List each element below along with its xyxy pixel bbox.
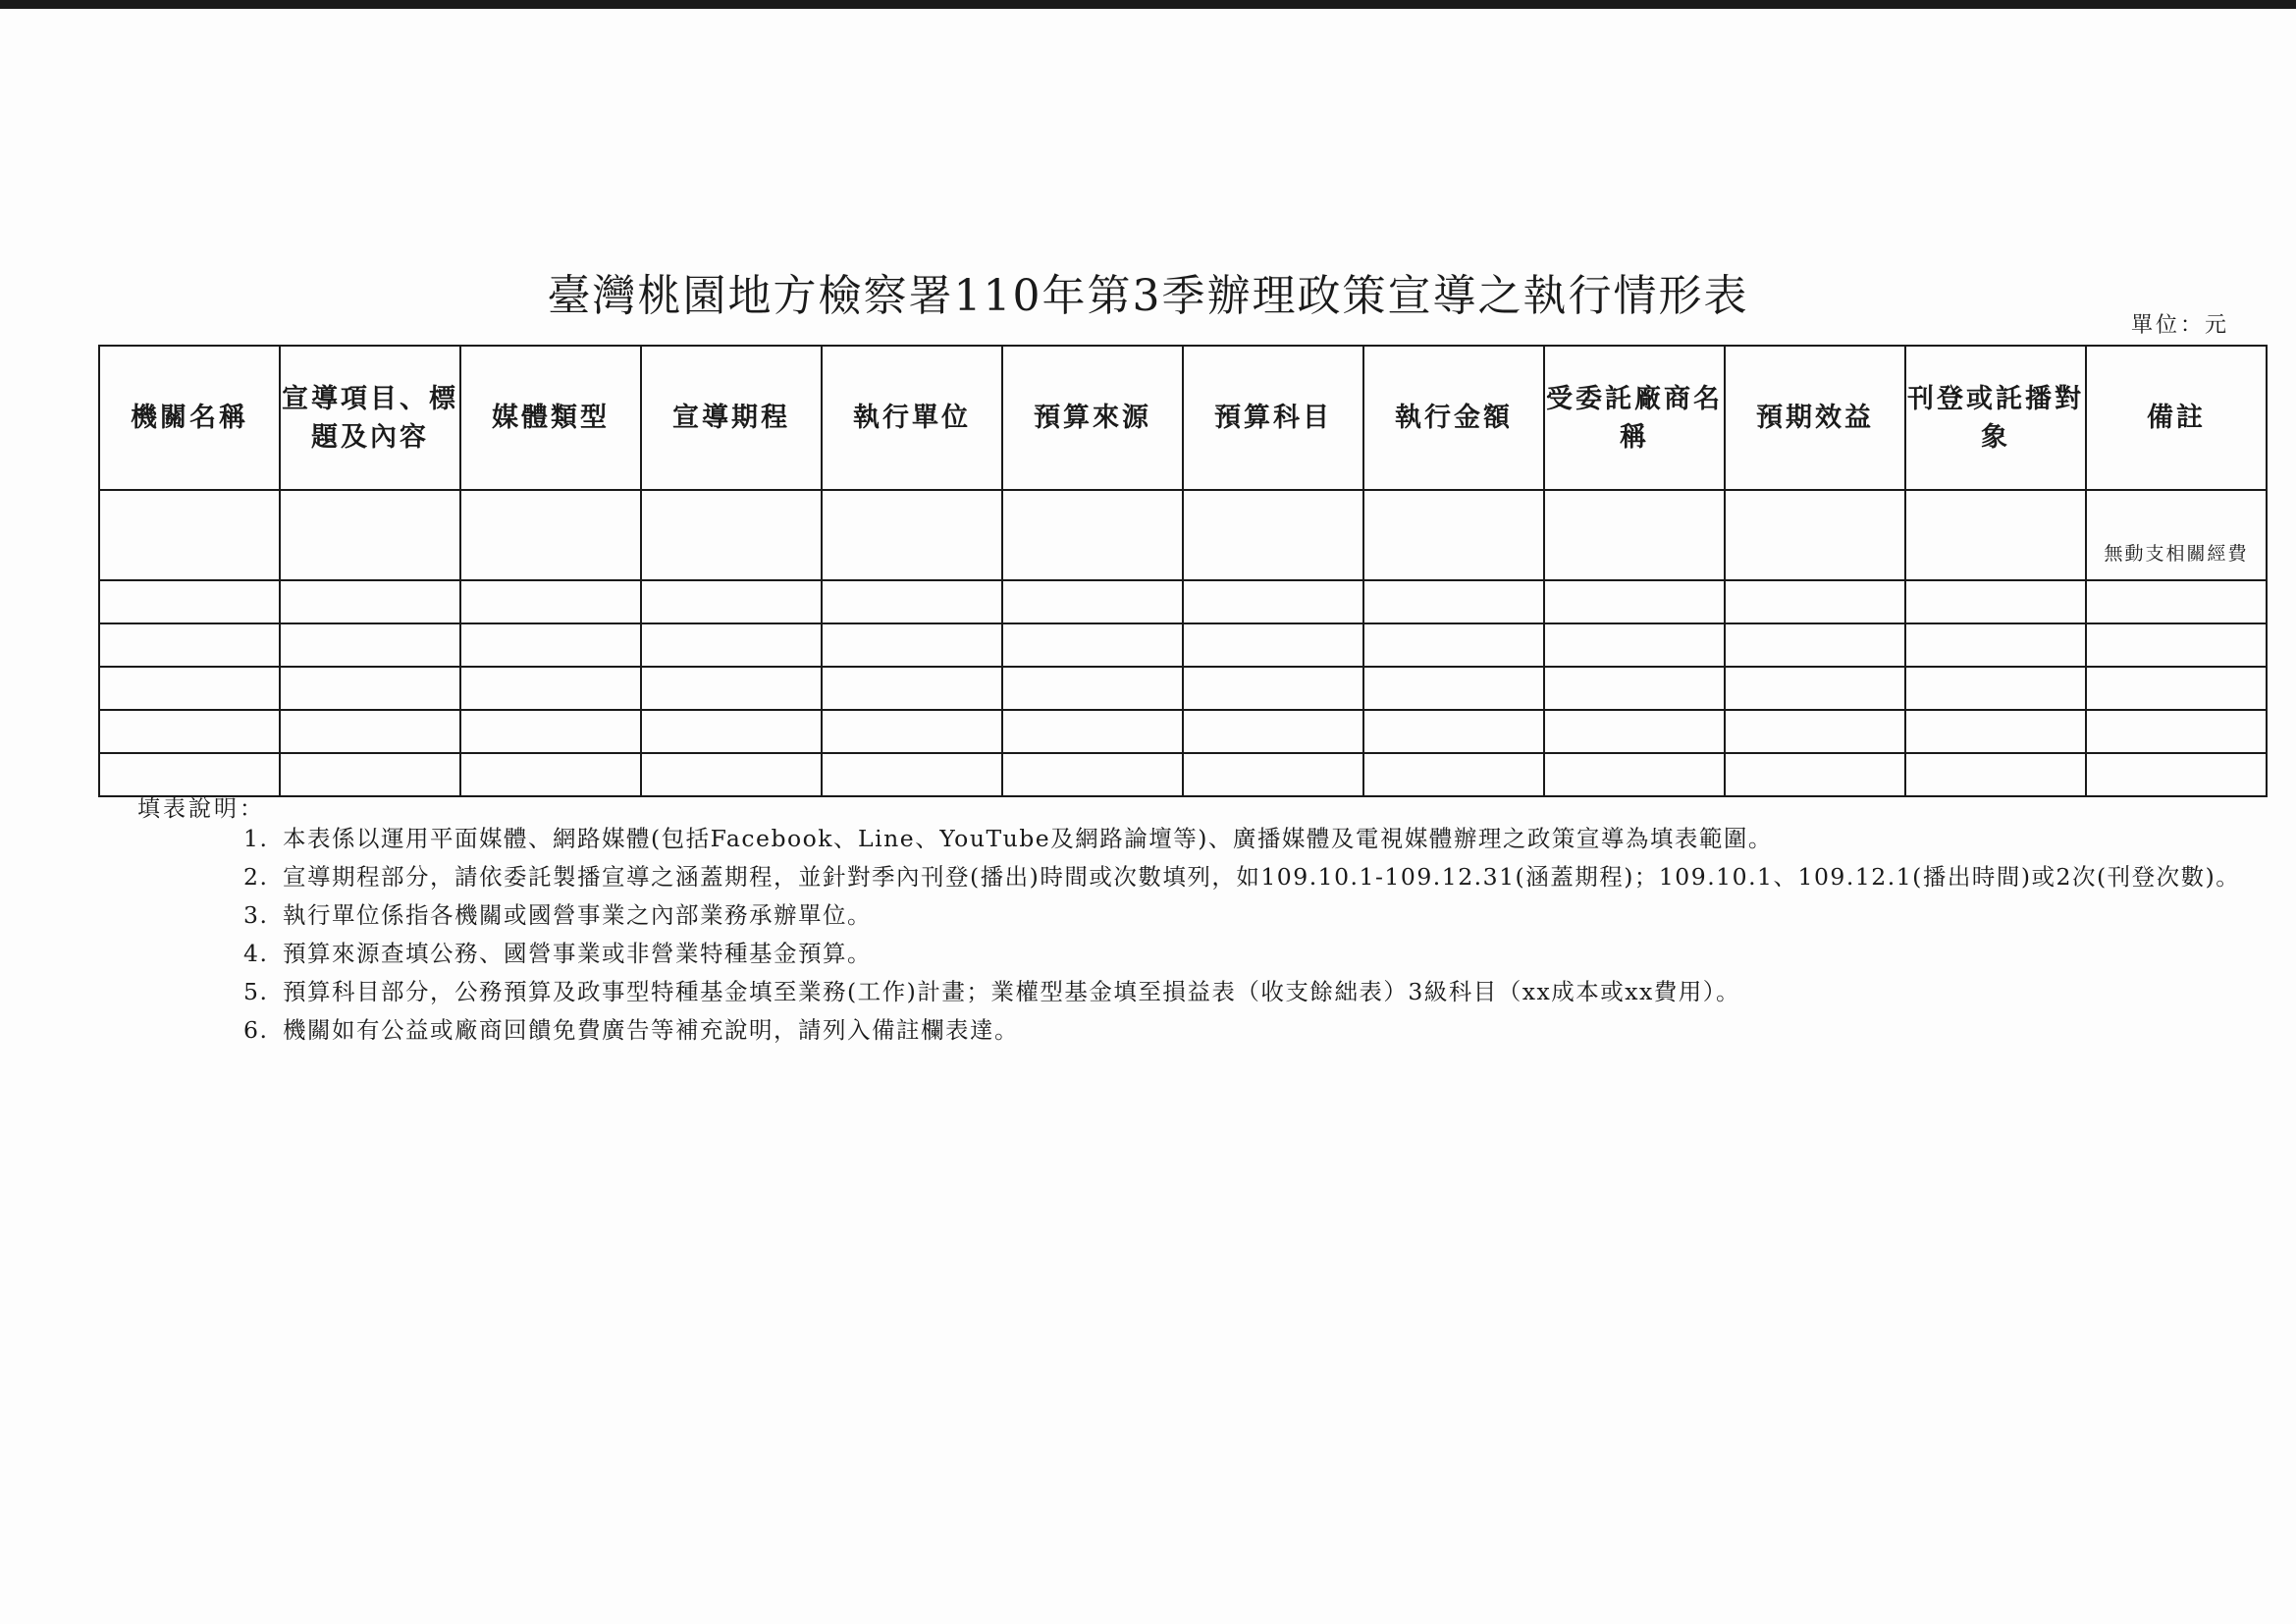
table-cell bbox=[1544, 490, 1725, 580]
table-cell bbox=[460, 623, 641, 667]
table-cell bbox=[1544, 710, 1725, 753]
table-cell bbox=[1002, 710, 1183, 753]
unit-label: 單位：元 bbox=[2130, 313, 2229, 338]
table-cell bbox=[822, 580, 1002, 623]
table-cell bbox=[1544, 753, 1725, 796]
table-cell bbox=[1002, 580, 1183, 623]
remarks-cell: 無動支相關經費 bbox=[2086, 490, 2267, 580]
note-item bbox=[243, 1012, 2266, 1048]
table-cell bbox=[641, 753, 822, 796]
header-execution-amount: 執行金額 bbox=[1363, 346, 1544, 490]
table-row bbox=[99, 623, 2267, 667]
table-cell bbox=[1363, 753, 1544, 796]
table-row bbox=[99, 753, 2267, 796]
table-cell bbox=[1002, 623, 1183, 667]
table-cell bbox=[1363, 623, 1544, 667]
table-cell bbox=[280, 710, 460, 753]
note-item bbox=[243, 859, 2266, 894]
table-cell bbox=[280, 490, 460, 580]
note-text: 本表係以運用平面媒體、網路媒體(包括Facebook、Line、YouTube及網路論壇等)、廣播媒體及電視媒體辦理之政策宣導為填表範圍。 bbox=[283, 825, 1773, 852]
note-item bbox=[243, 897, 2266, 933]
table-cell bbox=[822, 490, 1002, 580]
page-title: 臺灣桃園地方檢察署110年第3季辦理政策宣導之執行情形表 bbox=[547, 271, 1749, 322]
table-cell bbox=[1725, 710, 1905, 753]
table-row bbox=[99, 490, 2267, 580]
table-cell bbox=[460, 490, 641, 580]
table-cell bbox=[822, 753, 1002, 796]
header-expected-benefit: 預期效益 bbox=[1725, 346, 1905, 490]
note-number: 5. bbox=[243, 978, 269, 1005]
note-text: 預算科目部分，公務預算及政事型特種基金填至業務(工作)計畫；業權型基金填至損益表（收支餘絀表）3級科目（xx成本或xx費用）。 bbox=[283, 978, 1741, 1005]
table-cell bbox=[1725, 753, 1905, 796]
table-cell bbox=[1002, 490, 1183, 580]
note-item bbox=[243, 974, 2266, 1009]
table-cell bbox=[1905, 667, 2086, 710]
note-number: 2. bbox=[243, 863, 269, 891]
table-cell bbox=[1725, 667, 1905, 710]
table-cell bbox=[2086, 753, 2267, 796]
table-cell bbox=[1905, 580, 2086, 623]
table-cell bbox=[641, 623, 822, 667]
note-number: 6. bbox=[243, 1016, 269, 1044]
header-budget-source: 預算來源 bbox=[1002, 346, 1183, 490]
note-number: 3. bbox=[243, 901, 269, 929]
table-cell bbox=[1905, 623, 2086, 667]
table-cell bbox=[1002, 753, 1183, 796]
note-text: 預算來源查填公務、國營事業或非營業特種基金預算。 bbox=[283, 940, 872, 967]
table-cell bbox=[280, 667, 460, 710]
execution-table bbox=[98, 345, 2268, 797]
table-cell bbox=[1183, 623, 1363, 667]
table-cell bbox=[460, 667, 641, 710]
header-remarks: 備註 bbox=[2086, 346, 2267, 490]
table-cell bbox=[1544, 667, 1725, 710]
table-cell bbox=[641, 710, 822, 753]
header-campaign-items: 宣導項目、標題及內容 bbox=[280, 346, 460, 490]
note-item bbox=[243, 936, 2266, 971]
table-cell bbox=[99, 580, 280, 623]
notes-list bbox=[243, 821, 2266, 1051]
table-cell bbox=[1183, 580, 1363, 623]
table-cell bbox=[99, 667, 280, 710]
table-cell bbox=[2086, 667, 2267, 710]
table-cell bbox=[460, 580, 641, 623]
table-cell bbox=[1183, 490, 1363, 580]
page-top-border bbox=[0, 0, 2296, 9]
table-cell bbox=[1363, 667, 1544, 710]
header-budget-item: 預算科目 bbox=[1183, 346, 1363, 490]
table-cell bbox=[2086, 623, 2267, 667]
table-cell bbox=[1002, 667, 1183, 710]
header-contractor-name: 受委託廠商名稱 bbox=[1544, 346, 1725, 490]
table-cell bbox=[1183, 710, 1363, 753]
table-cell bbox=[2086, 580, 2267, 623]
table-cell bbox=[1725, 580, 1905, 623]
table-cell bbox=[99, 490, 280, 580]
table-cell bbox=[641, 667, 822, 710]
table-cell bbox=[280, 753, 460, 796]
table-row bbox=[99, 667, 2267, 710]
table-cell bbox=[1905, 490, 2086, 580]
table-header-row bbox=[99, 346, 2267, 490]
note-text: 執行單位係指各機關或國營事業之內部業務承辦單位。 bbox=[283, 901, 872, 929]
table-row bbox=[99, 710, 2267, 753]
table-cell bbox=[1363, 710, 1544, 753]
note-number: 1. bbox=[243, 825, 269, 852]
table-cell bbox=[1725, 490, 1905, 580]
table-row bbox=[99, 580, 2267, 623]
note-text: 宣導期程部分，請依委託製播宣導之涵蓋期程，並針對季內刊登(播出)時間或次數填列，如109.10.1-109.12.31(涵蓋期程)；109.10.1、109.12.1(播出時間)或2次(刊登次數)。 bbox=[283, 863, 2241, 891]
note-item bbox=[243, 821, 2266, 856]
table-cell bbox=[1905, 753, 2086, 796]
table-cell bbox=[460, 753, 641, 796]
table-cell bbox=[822, 623, 1002, 667]
table-cell bbox=[99, 623, 280, 667]
table-cell bbox=[280, 580, 460, 623]
table-cell bbox=[99, 710, 280, 753]
header-agency-name: 機關名稱 bbox=[99, 346, 280, 490]
table-cell bbox=[1183, 667, 1363, 710]
table-cell bbox=[1183, 753, 1363, 796]
table-cell bbox=[460, 710, 641, 753]
table-cell bbox=[641, 580, 822, 623]
table-cell bbox=[822, 667, 1002, 710]
table-cell bbox=[1363, 580, 1544, 623]
table-cell bbox=[1363, 490, 1544, 580]
table-cell bbox=[1544, 580, 1725, 623]
table-cell bbox=[1905, 710, 2086, 753]
header-executing-unit: 執行單位 bbox=[822, 346, 1002, 490]
note-text: 機關如有公益或廠商回饋免費廣告等補充說明，請列入備註欄表達。 bbox=[283, 1016, 1019, 1044]
table-cell bbox=[1725, 623, 1905, 667]
notes-heading: 填表說明： bbox=[137, 796, 265, 822]
header-campaign-period: 宣導期程 bbox=[641, 346, 822, 490]
table-cell bbox=[822, 710, 1002, 753]
header-broadcast-target: 刊登或託播對象 bbox=[1905, 346, 2086, 490]
table-cell bbox=[1544, 623, 1725, 667]
table-cell bbox=[2086, 710, 2267, 753]
header-media-type: 媒體類型 bbox=[460, 346, 641, 490]
note-number: 4. bbox=[243, 940, 269, 967]
table-cell bbox=[280, 623, 460, 667]
table-cell bbox=[641, 490, 822, 580]
